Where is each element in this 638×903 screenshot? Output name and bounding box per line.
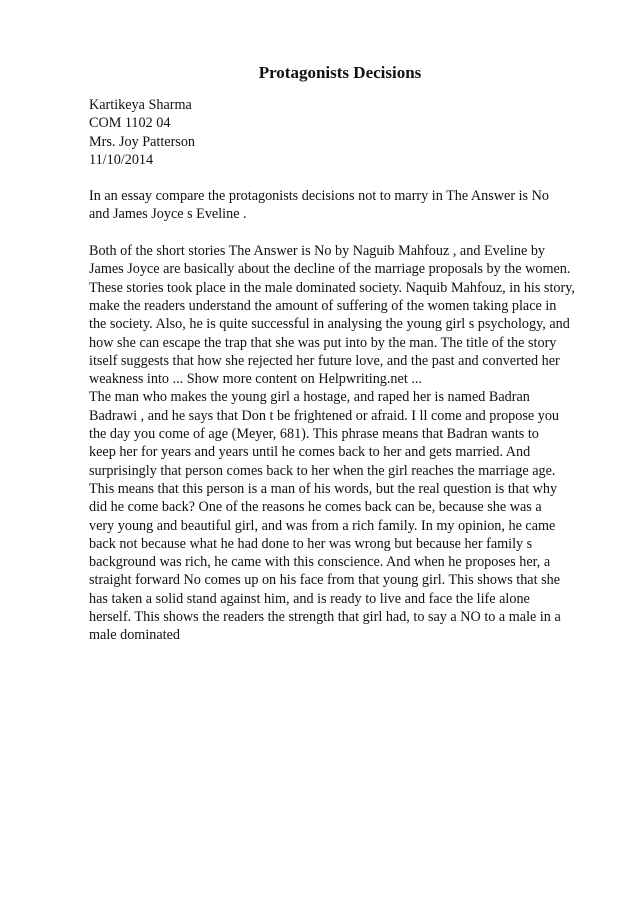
body-line: straight forward No comes up on his face from that young girl. This shows that she <box>89 572 560 589</box>
body-line: The man who makes the young girl a hostage, and raped her is named Badran <box>89 389 530 406</box>
body-line: back not because what he had done to her was wrong but because her family s <box>89 535 533 552</box>
body-line: James Joyce are basically about the decline of the marriage proposals by the women. <box>89 261 571 278</box>
essay-body <box>89 242 599 645</box>
body-line: the day you come of age (Meyer, 681). This phrase means that Badran wants to <box>89 426 539 443</box>
body-line: itself suggests that how she rejected her future love, and the past and converted her <box>89 352 560 369</box>
header-block <box>89 96 599 169</box>
body-line: herself. This shows the readers the strength that girl had, to say a NO to a male in a <box>89 609 561 626</box>
body-line: how she can escape the trap that she was put into by the man. The title of the story <box>89 334 557 351</box>
body-line: the society. Also, he is quite successful in analysing the young girl s psychology, and <box>89 316 570 333</box>
document-title: Protagonists Decisions <box>258 63 422 82</box>
body-line: background was rich, he came with this conscience. And when he proposes her, a <box>89 554 551 571</box>
author-name: Kartikeya Sharma <box>89 97 192 113</box>
body-line: did he come back? One of the reasons he comes back can be, because she was a <box>89 499 542 516</box>
document-page <box>89 62 599 645</box>
course-code: COM 1102 04 <box>89 115 171 132</box>
instructor-name: Mrs. Joy Patterson <box>89 133 196 150</box>
body-line: keep her for years and years until he comes back to her and gets married. And <box>89 444 531 461</box>
prompt-line: In an essay compare the protagonists decisions not to marry in The Answer is No <box>89 188 549 205</box>
body-line: Both of the short stories The Answer is No by Naguib Mahfouz , and Eveline by <box>89 243 546 260</box>
body-line: has taken a solid stand against him, and is ready to live and face the life alone <box>89 590 530 607</box>
body-line: This means that this person is a man of his words, but the real question is that why <box>89 480 558 497</box>
document-date: 11/10/2014 <box>89 151 154 168</box>
body-line: Badrawi , and he says that Don t be frightened or afraid. I ll come and propose you <box>89 407 560 424</box>
essay-prompt <box>89 187 599 224</box>
body-line: very young and beautiful girl, and was from a rich family. In my opinion, he came <box>89 517 556 534</box>
paragraph-gap <box>89 224 599 242</box>
body-line: make the readers understand the amount of suffering of the women taking place in <box>89 297 557 314</box>
body-line: weakness into ... Show more content on Helpwriting.net ... <box>89 371 422 388</box>
body-line: These stories took place in the male dominated society. Naquib Mahfouz, in his story, <box>89 279 575 296</box>
body-line: male dominated <box>89 627 181 644</box>
body-line: surprisingly that person comes back to her when the girl reaches the marriage age. <box>89 462 556 479</box>
prompt-line: and James Joyce s Eveline . <box>89 206 247 223</box>
